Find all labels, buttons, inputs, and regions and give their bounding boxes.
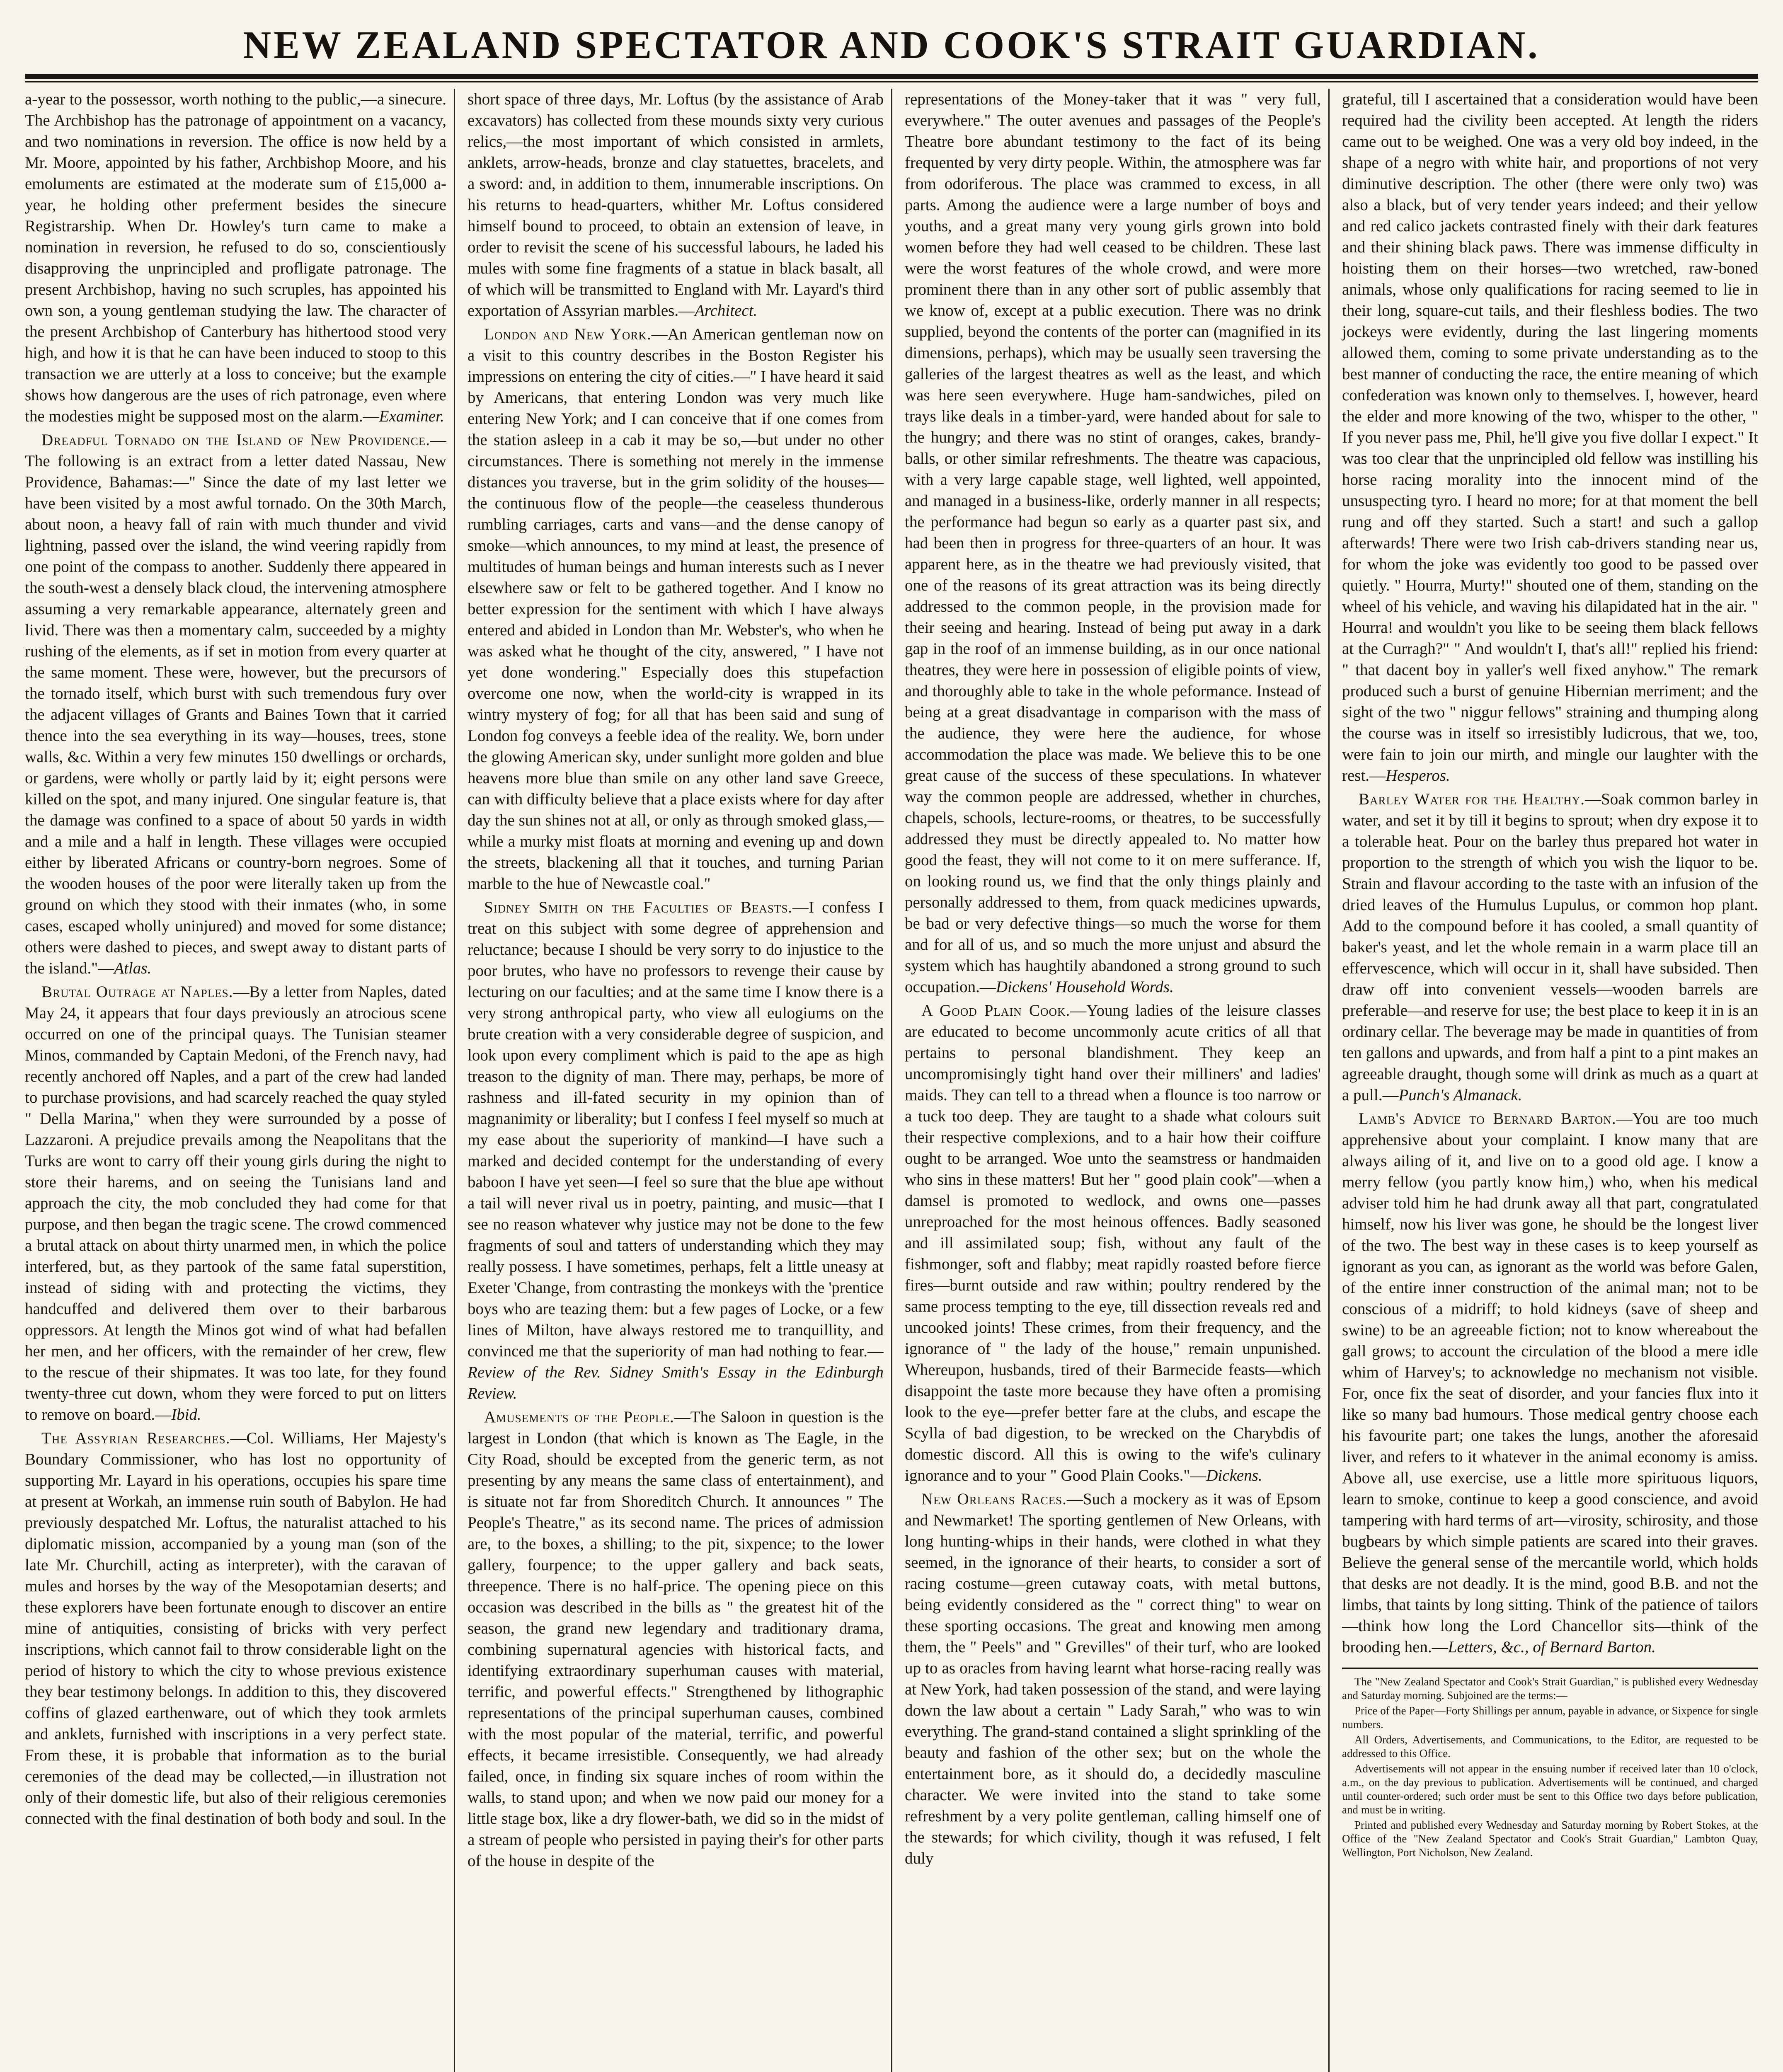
article-source: Hesperos. bbox=[1386, 767, 1450, 784]
article-paragraph bbox=[25, 981, 446, 1425]
notice-line: Price of the Paper—Forty Shillings per annum, payable in advance, or Sixpence for single numbers. bbox=[1342, 1704, 1758, 1731]
article-source: Examiner. bbox=[379, 407, 444, 425]
notice-line: Advertisements will not appear in the ensuing number if received later than 10 o'clock, a.m., on the day previous to publication. Advertisements will be continued, and charged until counter-ordered; such order must be sent to this Office two days before publication, and must be in writing. bbox=[1342, 1762, 1758, 1816]
article-continuation bbox=[1342, 89, 1758, 786]
article-heading: Lamb's Advice to Bernard Barton. bbox=[1359, 1110, 1616, 1128]
article-paragraph bbox=[468, 324, 884, 894]
article-body: —Such a mockery as it was of Epsom and Newmarket! The sporting gentlemen of New Orleans, with long hunting-whips in their hands, were clothed in what they seemed, in the ignorance of their hearts, to consider a sort of racing costume—green cutaway coats, with metal buttons, being evidently considered as the " correct thing" to wear on these sporting occasions. The great and knowing men among them, the " Peels" and " Grevilles" of their turf, who are looked up to as oracles from having learnt what horse-racing really was at New York, had taken possession of the stand, and were laying down the law about a certain " Lady Sarah," who was to win everything. The grand-stand contained a slight sprinkling of the beauty and fashion of the other sex; but on the whole the entertainment bore, as it should do, a decidedly masculine character. We were invited into the stand to take some refreshment by a very polite gentleman, calling himself one of the stewards; for which civility, though it was refused, I felt duly bbox=[905, 1490, 1321, 1867]
article-continuation bbox=[25, 89, 446, 427]
article-paragraph bbox=[1342, 1108, 1758, 1658]
article-heading: Sidney Smith on the Faculties of Beasts. bbox=[484, 898, 793, 916]
notice-line: All Orders, Advertisements, and Communications, to the Editor, are requested to be addressed to this Office. bbox=[1342, 1733, 1758, 1760]
article-paragraph bbox=[25, 1428, 446, 1829]
article-paragraph bbox=[905, 1000, 1321, 1486]
article-heading: New Orleans Races. bbox=[921, 1490, 1067, 1508]
article-body: —Soak common barley in water, and set it by till it begins to sprout; when dry expose it to a tolerable heat. Pour on the barley thus prepared hot water in proportion to the strength of which you wish the liquor to be. Strain and flavour according to the taste with an infusion of the dried leaves of the Humulus Lupulus, or common hop plant. Add to the compound before it has cooled, a small quantity of baker's yeast, and let the whole remain in a warm place till an effervescence, which will occur in it, shall have subsided. Then draw off into convenient vessels—wooden barrels are preferable—and reserve for use; the best place to keep it in is an ordinary cellar. The beverage may be made in quantities of from ten gallons and upwards, and from half a pint to a pint makes an agreeable draught, though some will drink as much as a quart at a pull.— bbox=[1342, 790, 1758, 1104]
article-source: Dickens' Household Words. bbox=[996, 978, 1174, 996]
newspaper-title: NEW ZEALAND SPECTATOR AND COOK'S STRAIT GUARDIAN. bbox=[243, 24, 1540, 67]
masthead-rule-thick bbox=[25, 74, 1758, 79]
masthead-rule-thin bbox=[25, 81, 1758, 82]
notice-line: Printed and published every Wednesday and Saturday morning by Robert Stokes, at the Office of the "New Zealand Spectator and Cook's Strait Guardian," Lambton Quay, Wellington, Port Nicholson, New Zealand. bbox=[1342, 1819, 1758, 1859]
article-body: —I confess I treat on this subject with some degree of apprehension and reluctance; because I should be very sorry to do injustice to the poor brutes, who have no professors to revenge their cause by lecturing on our faculties; and at the same time I know there is a very strong anthropical party, who view all eulogiums on the brute creation with a very considerable degree of suspicion, and look upon every compliment which is paid to the ape as high treason to the dignity of man. There may, perhaps, be more of rashness and ill-fated security in my opinion than of magnanimity or liberality; but I confess I feel myself so much at my ease about the superiority of mankind—I have such a marked and decided contempt for the understanding of every baboon I have yet seen—I feel so sure that the blue ape without a tail will never rival us in poetry, painting, and music—that I see no reason whatever why justice may not be done to the few fragments of soul and tatters of understanding which they may really possess. I have sometimes, perhaps, felt a little uneasy at Exeter 'Change, from contrasting the monkeys with the 'prentice boys who are teazing them: but a few pages of Locke, or a few lines of Milton, have always restored me to tranquillity, and convinced me that the superiority of man had nothing to fear.— bbox=[468, 898, 884, 1360]
article-body: —By a letter from Naples, dated May 24, it appears that four days previously an atrocious scene occurred on one of the principal quays. The Tunisian steamer Minos, commanded by Captain Medoni, of the French navy, had recently anchored off Naples, and a part of the crew had landed to purchase provisions, and had scarcely reached the quay styled " Della Marina," when they were surrounded by a posse of Lazzaroni. A prejudice prevails among the Neapolitans that the Turks are wont to carry off their young girls during the night to store their harems, and on seeing the Tunisians land and approach the city, the mob concluded they had come for that purpose, and then began the tragic scene. The crowd commenced a brutal attack on about thirty unarmed men, in which the police interfered, but, as they partook of the same fatal superstition, instead of siding with and protecting the victims, they handcuffed and delivered them over to their barbarous oppressors. At length the Minos got wind of what had befallen her men, and her officers, with the remainder of her crew, flew to the rescue of their shipmates. It was too late, for they found twenty-three cut down, whom they were forced to put on litters to remove on board.— bbox=[25, 983, 446, 1423]
article-heading: A Good Plain Cook. bbox=[921, 1002, 1071, 1019]
column-2 bbox=[454, 89, 884, 2072]
article-source: Letters, &c., of Bernard Barton. bbox=[1448, 1638, 1656, 1656]
article-paragraph bbox=[468, 897, 884, 1404]
column-3 bbox=[891, 89, 1321, 2072]
article-heading: Amusements of the People. bbox=[484, 1408, 674, 1426]
article-source: Review of the Rev. Sidney Smith's Essay in the Edinburgh Review. bbox=[468, 1363, 884, 1402]
article-heading: Brutal Outrage at Naples. bbox=[41, 983, 233, 1001]
article-body: —You are too much apprehensive about your complaint. I know many that are always ailing of it, and live on to a good old age. I know a merry fellow (you partly know him,) who, when his medical adviser told him he had drunk away all that part, congratulated himself, now his liver was gone, he should be the longest liver of the two. The best way in these cases is to keep yourself as ignorant as you can, as ignorant as the world was before Galen, of the entire inner construction of the animal man; not to be conscious of a midriff; to hold kidneys (save of sheep and swine) to be an agreeable fiction; not to know whereabout the gall grows; to account the circulation of the blood a mere idle whim of Harvey's; to acknowledge no mechanism not visible. For, once fix the seat of disorder, and your fancies flux into it like so many bad humours. Those medical gentry choose each his favourite part; one takes the lungs, another the aforesaid liver, and refers to it whatever in the animal economy is amiss. Above all, use exercise, use a little more spirituous liquors, learn to smoke, continue to keep a good conscience, and avoid tampering with hard terms of art—virosity, schirosity, and those bugbears by which simple patients are scared into their graves. Believe the general sense of the mercantile world, which holds that desks are not deadly. It is the mind, good B.B. and not the limbs, that taints by long sitting. Think of the patience of tailors—think how long the Lord Chancellor sits—think of the brooding hen.— bbox=[1342, 1110, 1758, 1656]
article-heading: London and New York. bbox=[484, 325, 652, 343]
article-body: —Col. Williams, Her Majesty's Boundary Commissioner, who has lost no opportunity of supporting Mr. Layard in his operations, occupies his spare time at present at Workah, an immense ruin south of Babylon. He had previously despatched Mr. Loftus, the naturalist attached to his diplomatic mission, accompanied by a young man (son of the late Mr. Churchill, acting as interpreter), with the caravan of mules and horses by the way of the Mesopotamian deserts; and these explorers have been fortunate enough to discover an entire mine of antiquities, consisting of bricks with very perfect inscriptions, which cannot fail to throw considerable light on the period of history to which the city to whose previous existence they bear testimony belongs. In addition to this, they discovered coffins of glazed earthenware, out of which they took armlets and anklets, furnished with inscriptions in a very perfect state. From these, it is probable that information as to the burial ceremonies of the dead may be collected,—in illustration not only of their domestic life, but also of their religious ceremonies connected with the final destination of both body and soul. In the bbox=[25, 1429, 446, 1828]
article-source: Atlas. bbox=[114, 959, 152, 977]
article-body: representations of the Money-taker that it was " very full, everywhere." The outer avenues and passages of the People's Theatre bore abundant testimony to the fact of its being frequented by very dirty people. Within, the atmosphere was far from odoriferous. The place was crammed to excess, in all parts. Among the audience were a large number of boys and youths, and a great many very young girls grown into bold women before they had well ceased to be children. These last were the worst features of the whole crowd, and were more prominent there than in any other sort of public assembly that we know of, except at a public execution. There was no drink supplied, beyond the contents of the porter can (magnified in its dimensions, perhaps), which may be usually seen traversing the galleries of the largest theatres as well as the least, and which was here seen everywhere. Huge ham-sandwiches, piled on trays like deals in a timber-yard, were handed about for sale to the hungry; and there was no stint of oranges, cakes, brandy-balls, or other similar refreshments. The theatre was capacious, with a very large capable stage, well lighted, well appointed, and managed in a business-like, orderly manner in all respects; the performance had begun so early as a quarter past six, and had been then in progress for three-quarters of an hour. It was apparent here, as in the theatre we had previously visited, that one of the reasons of its great attraction was its being directly addressed to the common people, in the provision made for their seeing and hearing. Instead of being put away in a dark gap in the roof of an immense building, as in our once national theatres, they were here in possession of eligible points of view, and thoroughly able to take in the whole peformance. Instead of being at a great disadvantage in comparison with the mass of the audience, they were here the audience, for whose accommodation the place was made. We believe this to be one great cause of the success of these speculations. In whatever way the common people are addressed, whether in churches, chapels, schools, lecture-rooms, or theatres, to be successfully addressed they must be directly appealed to. No matter how good the feast, they will not come to it on mere sufferance. If, on looking round us, we find that the only things plainly and personally addressed to them, from quack medicines upwards, be bad or very defective things—so much the worse for them and for all of us, and so much the more unjust and absurd the system which has haughtily abandoned a strong ground to such occupation.— bbox=[905, 90, 1321, 996]
article-paragraph bbox=[905, 1489, 1321, 1869]
publication-notice bbox=[1342, 1668, 1758, 1859]
masthead bbox=[25, 8, 1758, 70]
article-body: —The following is an extract from a letter dated Nassau, New Providence, Bahamas:—" Since the date of my last letter we have been visited by a most awful tornado. On the 30th March, about noon, a heavy fall of rain with much thunder and vivid lightning, passed over the island, the wind veering rapidly from one point of the compass to another. Suddenly there appeared in the south-west a densely black cloud, the intervening atmosphere assuming a very remarkable appearance, alternately green and livid. There was then a momentary calm, succeeded by a mighty rushing of the elements, as if set in motion from every quarter at the same moment. These were, however, but the precursors of the tornado itself, which burst with such tremendous fury over the adjacent villages of Grants and Baines Town that it carried thence into the sea everything in its way—houses, trees, stone walls, &c. Within a very few minutes 150 dwellings or orchards, or gardens, were wholly or partly laid by it; eight persons were killed on the spot, and many injured. One singular feature is, that the damage was confined to a space of about 50 yards in width and a mile and a half in length. These villages were occupied either by liberated Africans or country-born negroes. Some of the wooden houses of the poor were literally taken up from the ground on which they stood with their inmates (who, in some cases, escaped wholly uninjured) and moved for some distance; others were dashed to pieces, and swept away to distant parts of the island."— bbox=[25, 431, 446, 977]
article-source: Architect. bbox=[695, 302, 758, 320]
article-source: Ibid. bbox=[171, 1406, 201, 1423]
article-body: a-year to the possessor, worth nothing to the public,—a sinecure. The Archbishop has the patronage of appointment on a vacancy, and two nominations in reversion. The office is now held by a Mr. Moore, appointed by his father, Archbishop Moore, and his emoluments are estimated at the moderate sum of £15,000 a-year, he holding other preferment besides the sinecure Registrarship. When Dr. Howley's turn came to make a nomination in reversion, he refused to do so, conscientiously disapproving the unprincipled and profligate patronage. The present Archbishop, having no such scruples, has appointed his own son, a young gentleman studying the law. The character of the present Archbishop of Canterbury has hithertood stood very high, and how it is that he can have been induced to stoop to this transaction we are utterly at a loss to conceive; but the example shows how dangerous are the uses of rich patronage, even where the modesties might be supposed most on the alarm.— bbox=[25, 90, 446, 425]
article-heading: The Assyrian Researches. bbox=[41, 1429, 230, 1447]
article-paragraph bbox=[25, 429, 446, 979]
column-4 bbox=[1328, 89, 1758, 2072]
article-source: Punch's Almanack. bbox=[1398, 1086, 1522, 1104]
article-columns bbox=[25, 89, 1758, 2072]
article-continuation bbox=[905, 89, 1321, 997]
article-body: grateful, till I ascertained that a consideration would have been required had the civility been accepted. At length the riders came out to be weighed. One was a very old boy indeed, in the shape of a negro with white hair, and proportions of not very diminutive description. The other (there were only two) was also a black, but of very tender years indeed; and their yellow and red calico jackets contrasted finely with their dark features and their shining black paws. There was immense difficulty in hoisting them on their horses—two wretched, raw-boned animals, whose only qualifications for racing seemed to lie in their long, square-cut tails, and their fleshless bodies. The two jockeys were evidently, during the last lingering moments allowed them, coming to some private understanding as to the best manner of conducting the race, the entire meaning of which confederation was known only to themselves. I, however, heard the elder and more knowing of the two, whisper to the other, " If you never pass me, Phil, he'll give you five dollar I expect." It was too clear that the unprincipled old fellow was instilling his horse racing morality into the innocent mind of the unsuspecting tyro. I heard no more; for at that moment the bell rung and off they started. Such a start! and such a gallop afterwards! There were two Irish cab-drivers standing near us, for whom the joke was evidently too good to be passed over quietly. " Hourra, Murty!" shouted one of them, standing on the wheel of his vehicle, and waving his dilapidated hat in the air. " Hourra! and wouldn't you like to be seeing them black fellows at the Curragh?" " And wouldn't I, that's all!" replied his friend: " that dacent boy in yaller's well fixed anyhow." The remark produced such a burst of genuine Hibernian merriment; and the sight of the two " niggur fellows" straining and thumping along the course was in itself so irresistibly ludicrous, that we, too, were fain to join our mirth, and mingle our laughter with the rest.— bbox=[1342, 90, 1758, 784]
article-body: —The Saloon in question is the largest in London (that which is known as The Eagle, in the City Road, should be excepted from the generic term, as not presenting by any means the same class of entertainment), and is situate not far from Shoreditch Church. It announces " The People's Theatre," as its second name. The prices of admission are, to the boxes, a shilling; to the pit, sixpence; to the lower gallery, fourpence; to the upper gallery and back seats, threepence. There is no half-price. The opening piece on this occasion was described in the bills as " the greatest hit of the season, the grand new legendary and traditionary drama, combining supernatural agencies with historical facts, and identifying extraordinary superhuman causes with material, terrific, and powerful effects." Strengthened by lithographic representations of the principal superhuman causes, combined with the most popular of the material, terrific, and powerful effects, it became irresistible. Consequently, we had already failed, once, in finding six square inches of room within the walls, to stand upon; and when we now paid our money for a little stage box, like a dry flower-bath, we did so in the midst of a stream of people who persisted in paying their's for other parts of the house in despite of the bbox=[468, 1408, 884, 1870]
article-paragraph bbox=[1342, 789, 1758, 1106]
notice-line: The "New Zealand Spectator and Cook's Strait Guardian," is published every Wednesday and Saturday morning. Subjoined are the terms:— bbox=[1342, 1675, 1758, 1702]
article-body: short space of three days, Mr. Loftus (by the assistance of Arab excavators) has collected from these mounds sixty very curious relics,—the most important of which consisted in armlets, anklets, arrow-heads, bronze and clay statuettes, bracelets, and a sword: and, in addition to them, innumerable inscriptions. On his returns to head-quarters, whither Mr. Loftus considered himself bound to proceed, to obtain an extension of leave, in order to revisit the scene of his successful labours, he laded his mules with some fine fragments of a statue in black basalt, all of which will be transmitted to England with Mr. Layard's third exportation of Assyrian marbles.— bbox=[468, 90, 884, 320]
article-body: —Young ladies of the leisure classes are educated to become uncommonly acute critics of all that pertains to personal blandishment. They keep an uncompromisingly tight hand over their milliners' and ladies' maids. They can tell to a thread when a flounce is too narrow or a tuck too deep. They are taught to a shade what colours suit their respective complexions, and to a hair how their coiffure ought to be arranged. Woe unto the seamstress or handmaiden who sins in these matters! But her " good plain cook"—when a damsel is promoted to wedlock, and owns one—passes unreproached for the most heinous offences. Badly seasoned and ill assimilated soup; fish, without any fault of the fishmonger, soft and flabby; meat rapidly roasted before fierce fires—burnt outside and raw within; poultry rendered by the same process tempting to the eye, till dissection reveals red and uncooked joints! These crimes, from their frequency, and the ignorance of " the lady of the house," remain unpunished. Whereupon, husbands, tired of their Barmecide feasts—which disappoint the taste more because they have often a promising look to the eye—prefer better fare at the clubs, and escape the Scylla of bad digestion, to be wrecked on the Charybdis of domestic discord. All this is owing to the wife's culinary ignorance and to your " Good Plain Cooks."— bbox=[905, 1002, 1321, 1484]
article-heading: Dreadful Tornado on the Island of New Providence. bbox=[41, 431, 430, 449]
article-body: —An American gentleman now on a visit to this country describes in the Boston Register his impressions on entering the city of cities.—" I have heard it said by Americans, that entering London was very much like entering New York; and I can conceive that if one comes from the station asleep in a cab it may be so,—but under no other circumstances. There is something not merely in the immense distances you traverse, but in the grim solidity of the houses—the continuous flow of the people—the ceaseless thunderous rumbling carriages, carts and vans—and the dense canopy of smoke—which announces, to my mind at least, the presence of multitudes of human beings and human interests such as I never elsewhere saw or felt to be gathered together. And I know no better expression for the sentiment with which I have always entered and abided in London than Mr. Webster's, who when he was asked what he thought of the city, answered, " I have not yet done wondering." Especially does this stupefaction overcome one now, when the world-city is wrapped in its wintry mystery of fog; for all that has been said and sung of London fog conveys a feeble idea of the reality. We, born under the glowing American sky, under sunlight more golden and blue heavens more blue than smile on any other land save Greece, can with difficulty believe that a place exists where for day after day the sun shines not at all, or only as through smoked glass,—while a murky mist floats at morning and evening up and down the streets, blackening all that it touches, and turning Parian marble to the hue of Newcastle coal." bbox=[468, 325, 884, 893]
article-continuation bbox=[468, 89, 884, 321]
article-source: Dickens. bbox=[1206, 1467, 1262, 1484]
article-heading: Barley Water for the Healthy. bbox=[1359, 790, 1585, 808]
column-1 bbox=[25, 89, 446, 2072]
article-paragraph bbox=[468, 1406, 884, 1871]
